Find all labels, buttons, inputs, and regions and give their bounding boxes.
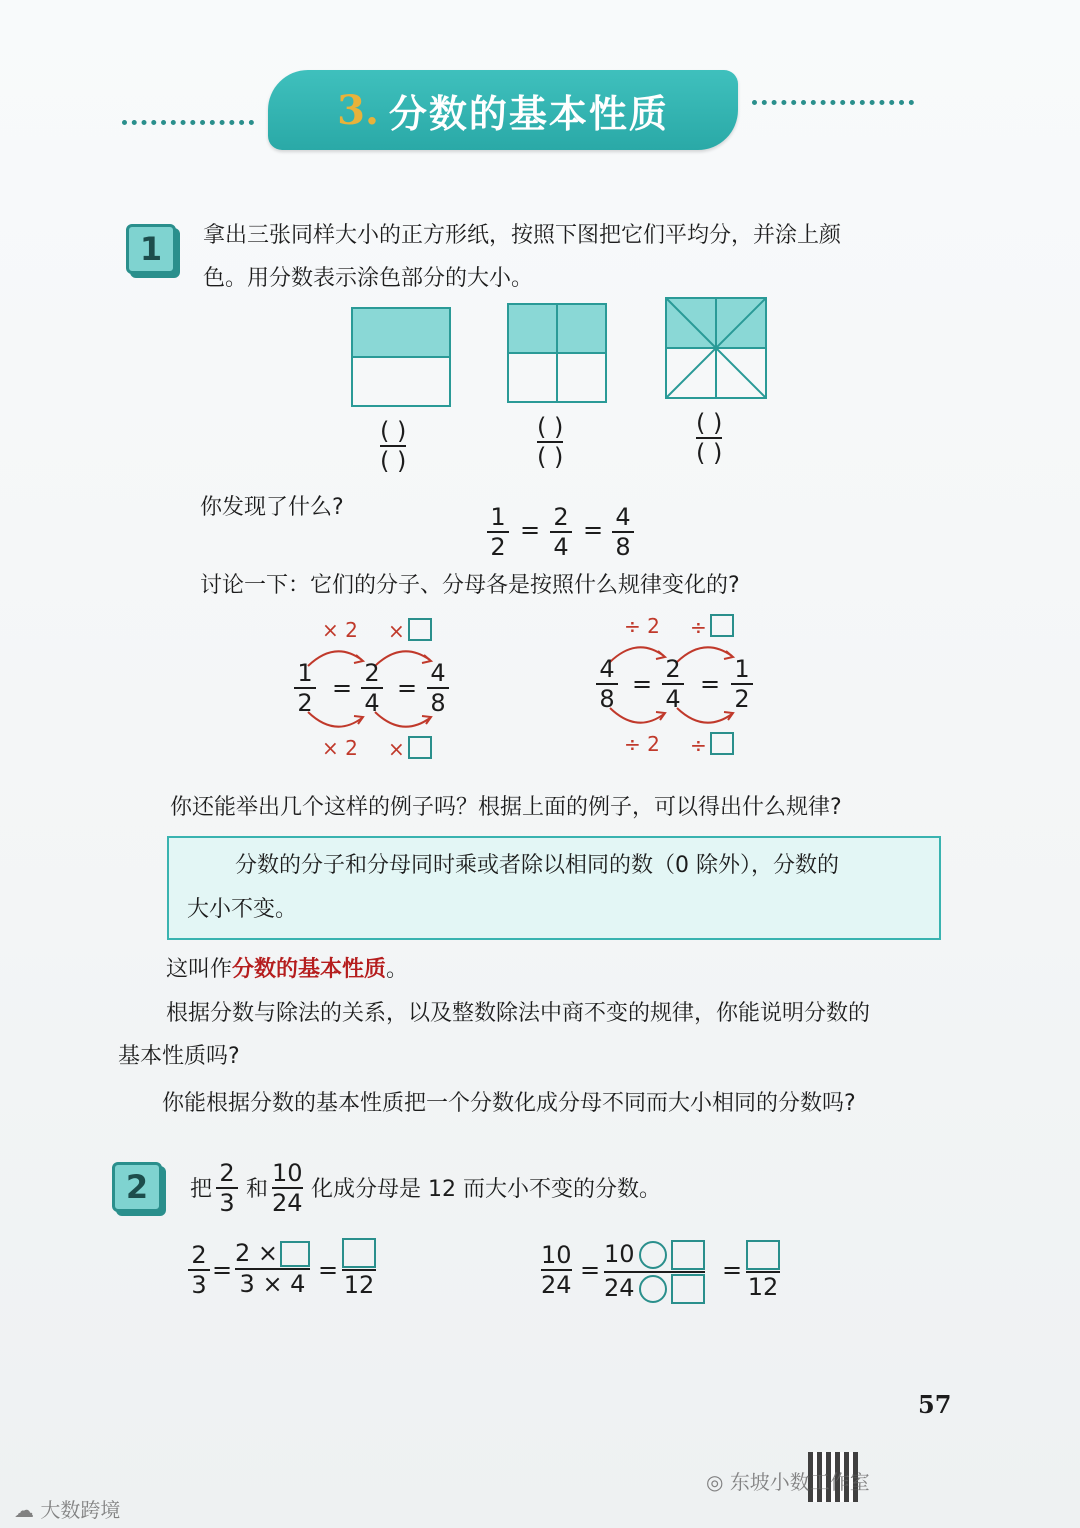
mult-op-top-1: × 2: [322, 618, 358, 642]
answer-box[interactable]: [671, 1274, 705, 1304]
eq-sign: =: [212, 1256, 233, 1284]
eq-sign: =: [700, 670, 721, 698]
term-basic-property: 分数的基本性质: [232, 957, 387, 982]
title-dots-left: [122, 120, 254, 125]
div-fraction-3: 1 2: [731, 656, 753, 712]
relation-line1: 根据分数与除法的关系，以及整数除法中商不变的规律，你能说明分数的: [166, 1001, 871, 1026]
ex2-fraction-10-24: 10 24: [272, 1159, 303, 1217]
square-diagrams: [340, 292, 780, 417]
wechat-icon: ◎: [706, 1470, 730, 1494]
ex1-intro-line2: 色。用分数表示涂色部分的大小。: [203, 266, 534, 291]
eq-sign: =: [332, 674, 353, 702]
lesson-title: 分数的基本性质: [388, 90, 669, 136]
ex2-suffix: 化成分母是 12 而大小不变的分数。: [311, 1177, 661, 1202]
eq-sign: =: [580, 1256, 601, 1284]
lesson-number: 3.: [337, 86, 379, 134]
mult-fraction-2: 2 4: [361, 660, 383, 716]
answer-box[interactable]: [408, 618, 432, 641]
answer-box[interactable]: [710, 614, 734, 637]
ex2b-fraction-3: 12: [746, 1240, 780, 1300]
ex2-mid: 和: [246, 1177, 269, 1202]
answer-box[interactable]: [408, 736, 432, 759]
div-op-top-1: ÷ 2: [624, 614, 660, 638]
div-op-top-2: ÷: [690, 614, 734, 639]
eq-sign: =: [722, 1256, 743, 1284]
page-number: 57: [918, 1390, 952, 1419]
div-op-bottom-1: ÷ 2: [624, 732, 660, 756]
ex2b-fraction-1: 10 24: [541, 1241, 572, 1299]
rule-box: [167, 836, 941, 940]
watermark-right: ◎ 东坡小数工作室: [706, 1470, 870, 1494]
eq-sign: =: [583, 516, 604, 544]
more-examples-prompt: 你还能举出几个这样的例子吗？根据上面的例子，可以得出什么规律?: [170, 795, 842, 820]
ex2-prefix: 把: [190, 1177, 213, 1202]
example-1-badge: 1: [126, 224, 176, 274]
mult-op-bottom-1: × 2: [322, 736, 358, 760]
convert-question: 你能根据分数的基本性质把一个分数化成分母不同而大小相同的分数吗?: [162, 1091, 856, 1116]
answer-circle[interactable]: [639, 1275, 667, 1303]
div-fraction-2: 2 4: [662, 656, 684, 712]
lesson-title-banner: [268, 70, 738, 150]
example-2-badge: 2: [112, 1162, 162, 1212]
blank-fraction-3: ( ) ( ): [696, 409, 723, 467]
eq-fraction-2: 2 4: [550, 504, 572, 560]
rule-line1: 分数的分子和分母同时乘或者除以相同的数（0 除外），分数的: [235, 853, 839, 878]
div-fraction-1: 4 8: [596, 656, 618, 712]
eq-sign: =: [397, 674, 418, 702]
mult-fraction-1: 1 2: [294, 660, 316, 716]
watermark-left: ☁ 大数跨境: [14, 1498, 121, 1522]
eq-sign: =: [318, 1256, 339, 1284]
called-line: 这叫作分数的基本性质。: [166, 957, 409, 982]
ex2-fraction-2-3: 2 3: [216, 1160, 238, 1216]
answer-box[interactable]: [342, 1238, 376, 1268]
relation-line2: 基本性质吗?: [118, 1044, 240, 1069]
blank-fraction-2: ( ) ( ): [537, 413, 564, 471]
ex1-intro-line1: 拿出三张同样大小的正方形纸，按照下图把它们平均分，并涂上颜: [203, 223, 842, 248]
ex2a-fraction-2: 2 × 3 × 4: [235, 1240, 310, 1297]
question-found: 你发现了什么?: [200, 495, 344, 520]
ex2a-fraction-1: 2 3: [188, 1242, 210, 1298]
mult-fraction-3: 4 8: [427, 660, 449, 716]
square-halves: [352, 308, 450, 406]
title-dots-right: [752, 100, 914, 105]
answer-circle[interactable]: [639, 1241, 667, 1269]
eq-fraction-1: 1 2: [487, 504, 509, 560]
div-op-bottom-2: ÷: [690, 732, 734, 757]
answer-box[interactable]: [280, 1241, 310, 1267]
ex2a-fraction-3: 12: [342, 1238, 376, 1298]
discuss-prompt: 讨论一下：它们的分子、分母各是按照什么规律变化的?: [200, 573, 740, 598]
square-eighths: [666, 298, 766, 398]
watermark-logo-icon: ☁: [14, 1498, 41, 1522]
eq-fraction-3: 4 8: [612, 504, 634, 560]
mult-op-bottom-2: ×: [388, 736, 432, 761]
mult-op-top-2: ×: [388, 618, 432, 643]
eq-sign: =: [632, 670, 653, 698]
ex2b-fraction-2: 10 24: [604, 1240, 705, 1304]
answer-box[interactable]: [746, 1240, 780, 1270]
eq-sign: =: [520, 516, 541, 544]
square-quarters: [508, 304, 606, 402]
answer-box[interactable]: [710, 732, 734, 755]
blank-fraction-1: ( ) ( ): [380, 417, 407, 475]
answer-box[interactable]: [671, 1240, 705, 1270]
rule-line2: 大小不变。: [187, 897, 298, 922]
